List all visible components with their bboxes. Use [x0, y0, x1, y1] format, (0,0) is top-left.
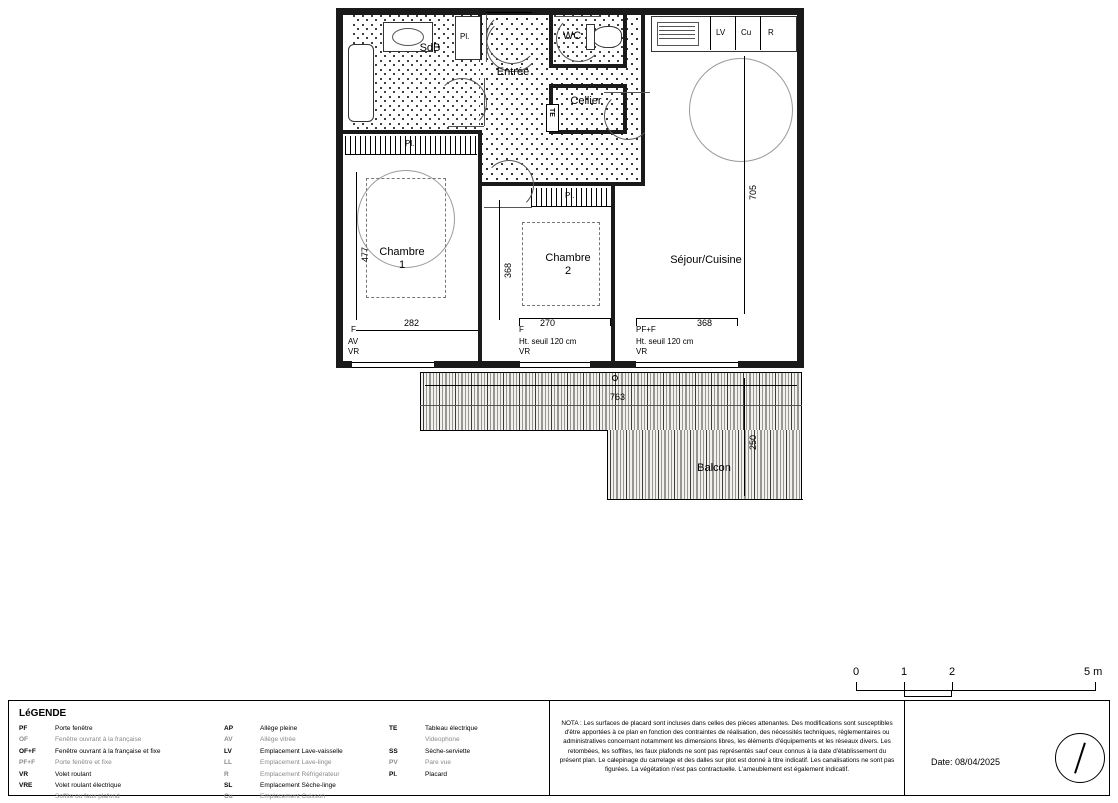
legend-abbr: SL	[224, 782, 233, 790]
label-refrigerateur: R	[768, 28, 774, 37]
wall-right	[797, 8, 804, 368]
opening-chambre1-type: F	[351, 325, 356, 334]
room-label-balcon: Balcon	[697, 462, 731, 474]
cooktop-grill-3	[659, 34, 695, 35]
cooktop-grill-1	[659, 26, 695, 27]
room-label-wc: WC	[562, 30, 582, 42]
door-leaf-chambre2	[484, 207, 532, 208]
room-label-chambre2: Chambre 2	[545, 252, 591, 277]
bathtub	[348, 44, 374, 122]
dimline-477	[356, 172, 357, 320]
legend-col-2	[224, 723, 343, 803]
kitchen-sep-3	[760, 16, 761, 50]
dim-705-text: 705	[748, 184, 758, 200]
dimline-368-left	[499, 200, 500, 320]
sill-sejour-b	[636, 367, 738, 368]
scale-tick-end	[1095, 682, 1096, 691]
cooktop-grill-2	[659, 30, 695, 31]
legend-abbr: PF+F	[19, 759, 36, 767]
room-label-cellier: Cellier	[570, 95, 602, 107]
legend-desc: Placard	[425, 770, 448, 778]
legend-desc: Volet roulant électrique	[55, 782, 122, 790]
balcon-outline-top	[420, 372, 802, 373]
legend-abbr: R	[224, 770, 229, 778]
scale-tick-2	[952, 682, 953, 691]
door-leaf-wc	[556, 16, 600, 17]
legend-desc: Videophone	[425, 736, 460, 744]
wall-wc-bottom	[549, 64, 627, 68]
opening-sejour-shutter: VR	[636, 347, 648, 356]
balcon-outline-midvert	[607, 430, 608, 500]
scale-step-box	[904, 690, 952, 697]
balcon-outline-left	[420, 372, 421, 431]
legend-desc: Soffite ou faux plafond	[55, 793, 120, 801]
door-arc-entree	[437, 78, 487, 128]
legend-abbr: AP	[224, 725, 234, 732]
legend-desc: Emplacement Sèche-linge	[260, 782, 336, 790]
legend-desc: Fenêtre ouvrant à la française et fixe	[55, 747, 161, 755]
legend-desc: Fenêtre ouvrant à la française	[55, 736, 142, 744]
balcon-outline-right	[801, 372, 802, 500]
legend-title: LéGENDE	[19, 708, 67, 719]
entry-door-arc	[486, 12, 538, 64]
legend-desc: Sèche-serviette	[425, 747, 471, 755]
balcon-outline-bottom	[607, 499, 803, 500]
scale-label-2: 2	[949, 666, 956, 678]
legend-abbr: PF	[19, 725, 28, 732]
door-leaf-entree	[484, 78, 485, 126]
legend-desc: Porte fenêtre	[55, 725, 93, 732]
opening-sejour-type: PF+F	[636, 325, 656, 334]
opening-chambre1-sub: AV	[348, 337, 359, 346]
placard-chambre1-line	[345, 154, 477, 155]
bed-chambre1	[366, 178, 446, 298]
sill-sejour-a	[636, 362, 738, 363]
compass-icon	[1055, 733, 1105, 783]
wall-sdb-bottom	[343, 130, 482, 134]
ceiling-circle-sejour	[689, 58, 793, 162]
door-leaf-chambre1	[448, 126, 484, 127]
legend-abbr: AV	[224, 736, 233, 744]
label-placard-sdb: Pl.	[460, 32, 470, 41]
wall-chambre2-right	[611, 186, 615, 362]
legend-desc: Porte fenêtre et fixe	[55, 759, 112, 767]
scale-label-end: 5 m	[1084, 666, 1103, 678]
dimline-763	[425, 385, 797, 386]
label-cuisson: Cu	[741, 28, 752, 37]
legend-desc: Pare vue	[425, 759, 452, 767]
legend-abbr: OF	[19, 736, 29, 744]
legend-col-1	[19, 723, 161, 803]
legend-abbr: PV	[389, 759, 398, 767]
kitchen-sep-1	[710, 16, 711, 50]
legend-desc: Emplacement Lave-vaisselle	[260, 747, 343, 755]
sill-chambre2-b	[520, 367, 590, 368]
legend-abbr: VRE	[19, 782, 33, 790]
wall-chambre1-right	[478, 130, 482, 362]
scale-line	[856, 690, 1096, 691]
legend-abbr: LL	[224, 759, 232, 767]
legend-desc: Emplacement Cuisson	[260, 793, 326, 801]
dimtick-368r-r	[737, 318, 738, 326]
placard-chambre2-line	[531, 206, 611, 207]
legend-abbr	[19, 791, 55, 802]
legend-abbr: OF+F	[19, 747, 36, 755]
legend-col-3	[389, 723, 478, 780]
dim-368-left-text: 368	[503, 262, 513, 278]
legend-desc: Allège vitrée	[260, 736, 296, 744]
opening-chambre2-type: F	[519, 325, 524, 334]
label-lave-vaisselle: LV	[716, 28, 726, 37]
legend-desc: Allège pleine	[260, 725, 298, 732]
legend-abbr: SS	[389, 747, 398, 755]
legend-abbr: Cu	[224, 793, 233, 801]
opening-chambre2-shutter: VR	[519, 347, 531, 356]
opening-sejour-sill: Ht. seuil 120 cm	[636, 337, 694, 346]
legend-desc: Volet roulant	[55, 770, 92, 778]
legend-abbr: TE	[389, 725, 398, 732]
opening-chambre1-shutter: VR	[348, 347, 360, 356]
label-tableau-electrique: TE	[548, 108, 555, 117]
nota-text: NOTA : Les surfaces de placard sont incluses dans celles des pièces attenantes. Des modifications sont susceptibles d'être apportées à ce plan en fonction des contraintes de réalisation, des nécessités techniques, réglementaires ou administratives concernant notamment les dimensions libres, les éléments d'équipements et les réseaux divers. Les retombées, les soffites, les faux plafonds ne sont pas représentés sauf ceux connus à la date d'établissement du présent plan. Le calepinage du carrelage et des dalles sur plot est donné à titre indicatif. Les canalisations ne sont pas figurées. La végétation n'est pas contractuelle. L'ameublement est également indicatif.	[559, 720, 895, 774]
sill-chambre1-b	[352, 367, 434, 368]
scale-tick-0	[856, 682, 857, 691]
wall-top	[336, 8, 804, 15]
room-label-entree: Entrée	[496, 66, 530, 78]
dimline-282	[356, 330, 478, 331]
legend-abbr	[389, 734, 425, 745]
dimline-705	[744, 56, 745, 314]
room-label-sejour: Séjour/Cuisine	[670, 254, 742, 266]
dimline-250	[744, 378, 745, 496]
dim-368-right-text: 368	[697, 318, 713, 328]
date-label: Date: 08/04/2025	[931, 757, 1001, 767]
dim-282-text: 282	[404, 318, 420, 328]
wall-wc-right	[623, 12, 627, 68]
wall-left	[336, 8, 343, 368]
legend-divider-left	[549, 701, 550, 795]
dimtick-270-r	[610, 318, 611, 326]
legend-abbr: LV	[224, 747, 232, 755]
legend-abbr: VR	[19, 770, 29, 778]
door-leaf-cellier	[604, 92, 650, 93]
dimline-270	[519, 318, 611, 319]
legend-desc: Tableau électrique	[425, 725, 478, 732]
door-arc-chambre2	[484, 160, 534, 210]
scale-label-1: 1	[901, 666, 908, 678]
kitchen-sep-2	[735, 16, 736, 50]
room-label-sdb: SdB	[419, 42, 441, 54]
sill-chambre1-a	[352, 362, 434, 363]
room-label-chambre1: Chambre 1	[379, 246, 425, 271]
legend-desc: Emplacement Lave-linge	[260, 759, 332, 767]
dimline-368-right	[636, 318, 738, 319]
legend-divider-right	[904, 701, 905, 795]
compass-needle	[1074, 743, 1085, 774]
wall-cellier-top	[549, 84, 627, 88]
dim-270-text: 270	[540, 318, 556, 328]
label-placard-chambre2: Pl.	[565, 191, 575, 200]
dim-763-marker	[612, 375, 618, 381]
dim-250-text: 250	[748, 434, 758, 450]
dim-477-text: 477	[360, 246, 370, 262]
label-placard-chambre1: Pl.	[405, 139, 415, 148]
scale-label-0: 0	[853, 666, 860, 678]
legend-panel	[8, 700, 1110, 801]
legend-abbr: Pl.	[389, 770, 397, 778]
cooktop-grill-4	[659, 38, 695, 39]
opening-chambre2-sill: Ht. seuil 120 cm	[519, 337, 577, 346]
sill-chambre2-a	[520, 362, 590, 363]
balcon-outline-mid	[420, 430, 608, 431]
scale-bar	[853, 666, 1106, 700]
dim-763-text: 763	[610, 392, 626, 402]
legend-desc: Emplacement Réfrigérateur	[260, 770, 340, 778]
